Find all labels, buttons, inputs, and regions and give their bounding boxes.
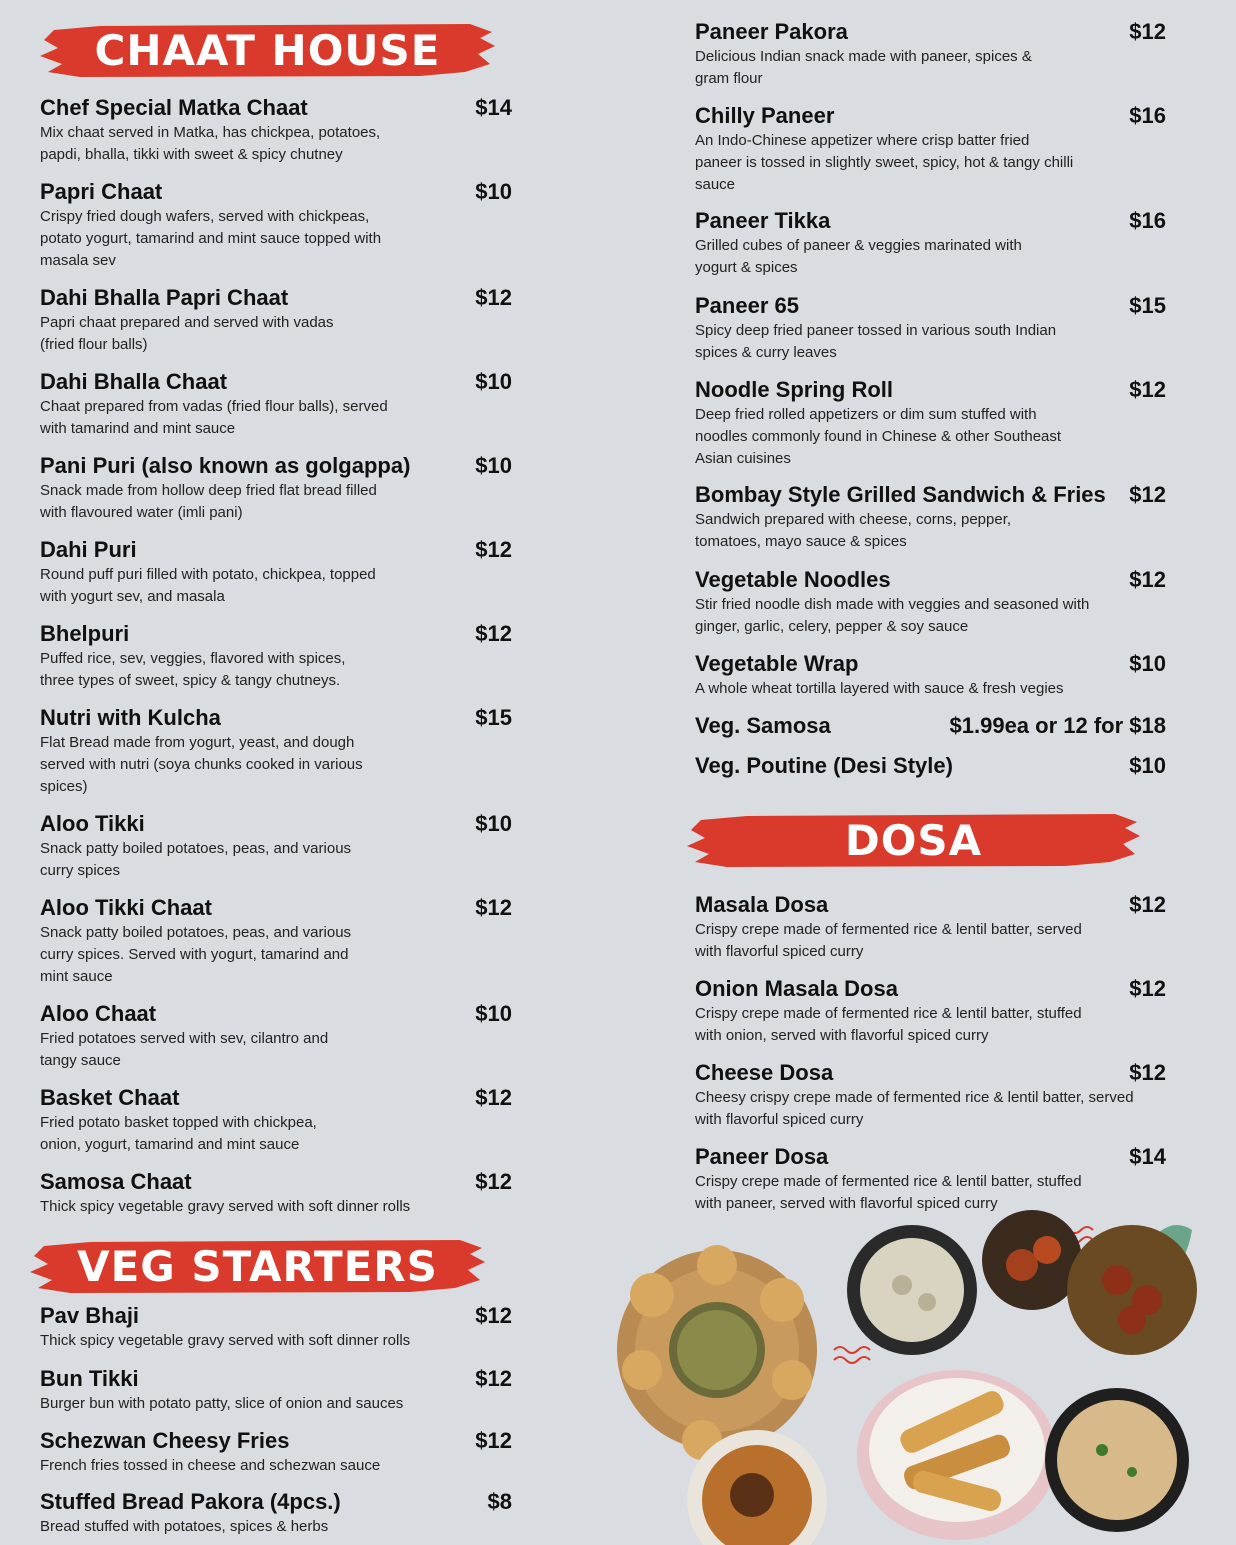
item-name: Papri Chaat — [40, 179, 163, 204]
item-name: Nutri with Kulcha — [40, 705, 221, 730]
item-name: Dahi Puri — [40, 537, 137, 562]
item-description: Spicy deep fried paneer tossed in various south Indian spices & curry leaves — [695, 322, 1057, 361]
item-name: Aloo Chaat — [40, 1001, 157, 1026]
food-photo-collage — [612, 1210, 1212, 1545]
item-price: $10 — [475, 1001, 512, 1026]
item-price: $12 — [475, 1366, 512, 1391]
menu-item-chef-special-matka-chaat — [40, 95, 512, 166]
item-description: Grilled cubes of paneer & veggies marinated with yogurt & spices — [695, 237, 1022, 276]
menu-item-stuffed-bread-pakora — [40, 1489, 512, 1538]
item-price: $10 — [475, 811, 512, 836]
menu-item-cheese-dosa — [695, 1060, 1166, 1131]
item-price: $16 — [1129, 208, 1166, 233]
item-price: $1.99ea or 12 for $18 — [949, 713, 1166, 738]
item-name: Dahi Bhalla Chaat — [40, 369, 228, 394]
item-description: Puffed rice, sev, veggies, flavored with spices, three types of sweet, spicy & tangy chutneys. — [40, 650, 346, 689]
menu-item-paneer-dosa — [695, 1144, 1166, 1215]
item-description: Flat Bread made from yogurt, yeast, and dough served with nutri (soya chunks cooked in various spices) — [40, 734, 363, 795]
item-description: Snack made from hollow deep fried flat bread filled with flavoured water (imli pani) — [40, 482, 377, 521]
item-price: $10 — [1129, 753, 1166, 778]
item-price: $12 — [475, 285, 512, 310]
item-name: Stuffed Bread Pakora (4pcs.) — [40, 1489, 341, 1514]
item-description: Stir fried noodle dish made with veggies and seasoned with ginger, garlic, celery, pepper & soy sauce — [695, 596, 1090, 635]
item-description: A whole wheat tortilla layered with sauce & fresh vegies — [695, 680, 1064, 697]
section-title: DOSA — [844, 815, 983, 865]
section-title: VEG STARTERS — [77, 1241, 438, 1291]
item-description: Fried potatoes served with sev, cilantro and tangy sauce — [40, 1030, 329, 1069]
item-name: Bombay Style Grilled Sandwich & Fries — [695, 482, 1106, 507]
menu-item-nutri-with-kulcha — [40, 705, 512, 798]
item-name: Vegetable Wrap — [695, 651, 859, 676]
item-price: $12 — [1129, 567, 1166, 592]
item-description: Thick spicy vegetable gravy served with soft dinner rolls — [40, 1198, 411, 1215]
menu-item-bhelpuri — [40, 621, 512, 692]
curry-bowl — [847, 1225, 977, 1355]
item-price: $10 — [1129, 651, 1166, 676]
item-name: Veg. Poutine (Desi Style) — [695, 753, 953, 778]
menu-item-pav-bhaji — [40, 1303, 512, 1352]
menu-item-aloo-tikki-chaat — [40, 895, 512, 988]
chaat-house-banner — [40, 20, 495, 80]
item-description: Sandwich prepared with cheese, corns, pepper, tomatoes, mayo sauce & spices — [695, 511, 1012, 550]
item-price: $12 — [1129, 892, 1166, 917]
item-price: $16 — [1129, 103, 1166, 128]
item-name: Paneer 65 — [695, 293, 799, 318]
item-price: $12 — [1129, 482, 1166, 507]
dosa-banner — [687, 810, 1140, 870]
item-price: $14 — [1129, 1144, 1166, 1169]
item-price: $12 — [475, 1303, 512, 1328]
item-name: Aloo Tikki — [40, 811, 145, 836]
item-name: Pav Bhaji — [40, 1303, 140, 1328]
item-description: Papri chaat prepared and served with vadas (fried flour balls) — [40, 314, 334, 353]
menu-item-dahi-puri — [40, 537, 512, 608]
menu-item-aloo-tikki — [40, 811, 512, 882]
section-title: CHAAT HOUSE — [94, 25, 441, 75]
menu-item-chilly-paneer — [695, 103, 1166, 196]
item-price: $12 — [475, 1169, 512, 1194]
item-description: Cheesy crispy crepe made of fermented rice & lentil batter, served with flavorful spiced curry — [695, 1089, 1134, 1128]
item-description: Burger bun with potato patty, slice of onion and sauces — [40, 1395, 404, 1412]
menu-item-onion-masala-dosa — [695, 976, 1166, 1047]
tikka-plate — [982, 1210, 1082, 1310]
menu-item-bun-tikki — [40, 1366, 512, 1415]
item-price: $12 — [475, 621, 512, 646]
item-name: Chef Special Matka Chaat — [40, 95, 308, 120]
item-description: Delicious Indian snack made with paneer, spices & gram flour — [695, 48, 1032, 87]
item-name: Dahi Bhalla Papri Chaat — [40, 285, 289, 310]
item-price: $14 — [475, 95, 512, 120]
item-name: Masala Dosa — [695, 892, 829, 917]
item-name: Aloo Tikki Chaat — [40, 895, 212, 920]
pani-puri-plate — [617, 1245, 817, 1460]
item-description: Fried potato basket topped with chickpea, onion, yogurt, tamarind and mint sauce — [40, 1114, 317, 1153]
item-description: An Indo-Chinese appetizer where crisp batter fried paneer is tossed in slightly sweet, spicy, hot & tangy chilli sauce — [695, 132, 1074, 193]
pasta-skillet — [1045, 1388, 1189, 1532]
menu-item-aloo-chaat — [40, 1001, 512, 1072]
item-price: $12 — [1129, 976, 1166, 1001]
menu-item-noodle-spring-roll — [695, 377, 1166, 470]
item-name: Veg. Samosa — [695, 713, 831, 738]
menu-item-schezwan-cheesy-fries — [40, 1428, 512, 1477]
menu-item-bombay-style-grilled-sandwich — [695, 482, 1166, 553]
item-description: Mix chaat served in Matka, has chickpea, potatoes, papdi, bhalla, tikki with sweet & spicy chutney — [40, 124, 381, 163]
item-description: Deep fried rolled appetizers or dim sum stuffed with noodles commonly found in Chinese & other Southeast Asian cuisines — [695, 406, 1062, 467]
item-name: Samosa Chaat — [40, 1169, 192, 1194]
item-name: Bhelpuri — [40, 621, 130, 646]
item-price: $12 — [475, 1085, 512, 1110]
item-price: $15 — [475, 705, 512, 730]
menu-item-vegetable-noodles — [695, 567, 1166, 638]
menu-item-samosa-chaat — [40, 1169, 512, 1218]
item-price: $15 — [1129, 293, 1166, 318]
menu-item-paneer-pakora — [695, 19, 1166, 90]
item-description: Crispy crepe made of fermented rice & lentil batter, served with flavorful spiced curry — [695, 921, 1082, 960]
kebab-plate — [1067, 1225, 1197, 1355]
menu-item-dahi-bhalla-chaat — [40, 369, 512, 440]
item-description: Thick spicy vegetable gravy served with soft dinner rolls — [40, 1332, 411, 1349]
item-description: Crispy crepe made of fermented rice & lentil batter, stuffed with onion, served with flavorful spiced curry — [695, 1005, 1082, 1044]
menu-item-papri-chaat — [40, 179, 512, 272]
item-name: Paneer Dosa — [695, 1144, 829, 1169]
item-description: Bread stuffed with potatoes, spices & herbs — [40, 1518, 329, 1535]
menu-item-masala-dosa — [695, 892, 1166, 963]
item-price: $12 — [475, 895, 512, 920]
item-name: Bun Tikki — [40, 1366, 139, 1391]
item-name: Onion Masala Dosa — [695, 976, 898, 1001]
item-name: Paneer Pakora — [695, 19, 848, 44]
menu-item-paneer-65 — [695, 293, 1166, 364]
menu-item-paneer-tikka — [695, 208, 1166, 279]
item-name: Schezwan Cheesy Fries — [40, 1428, 290, 1453]
item-price: $10 — [475, 453, 512, 478]
item-price: $12 — [475, 1428, 512, 1453]
item-name: Paneer Tikka — [695, 208, 831, 233]
item-description: French fries tossed in cheese and schezwan sauce — [40, 1457, 381, 1474]
item-name: Pani Puri (also known as golgappa) — [40, 453, 411, 478]
item-price: $10 — [475, 369, 512, 394]
item-price: $12 — [1129, 377, 1166, 402]
item-name: Cheese Dosa — [695, 1060, 834, 1085]
spring-roll-plate — [857, 1370, 1057, 1540]
item-name: Basket Chaat — [40, 1085, 180, 1110]
menu-item-pani-puri — [40, 453, 512, 524]
menu-item-veg-poutine — [695, 753, 1166, 779]
item-price: $8 — [487, 1489, 512, 1514]
item-description: Chaat prepared from vadas (fried flour balls), served with tamarind and mint sauce — [40, 398, 388, 437]
item-price: $12 — [1129, 1060, 1166, 1085]
menu-item-basket-chaat — [40, 1085, 512, 1156]
item-description: Snack patty boiled potatoes, peas, and various curry spices. Served with yogurt, tamarind and mint sauce — [40, 924, 352, 985]
menu-item-vegetable-wrap — [695, 651, 1166, 700]
item-name: Vegetable Noodles — [695, 567, 891, 592]
item-description: Snack patty boiled potatoes, peas, and various curry spices — [40, 840, 352, 879]
item-price: $10 — [475, 179, 512, 204]
menu-item-veg-samosa — [695, 713, 1166, 739]
item-description: Round puff puri filled with potato, chickpea, topped with yogurt sev, and masala — [40, 566, 376, 605]
item-price: $12 — [475, 537, 512, 562]
item-price: $12 — [1129, 19, 1166, 44]
item-description: Crispy fried dough wafers, served with chickpeas, potato yogurt, tamarind and mint sauce topped with masala sev — [40, 208, 382, 269]
item-description: Crispy crepe made of fermented rice & lentil batter, stuffed with paneer, served with flavorful spiced curry — [695, 1173, 1082, 1212]
item-name: Noodle Spring Roll — [695, 377, 893, 402]
menu-item-dahi-bhalla-papri-chaat — [40, 285, 512, 356]
item-name: Chilly Paneer — [695, 103, 835, 128]
veg-starters-banner — [30, 1236, 485, 1296]
